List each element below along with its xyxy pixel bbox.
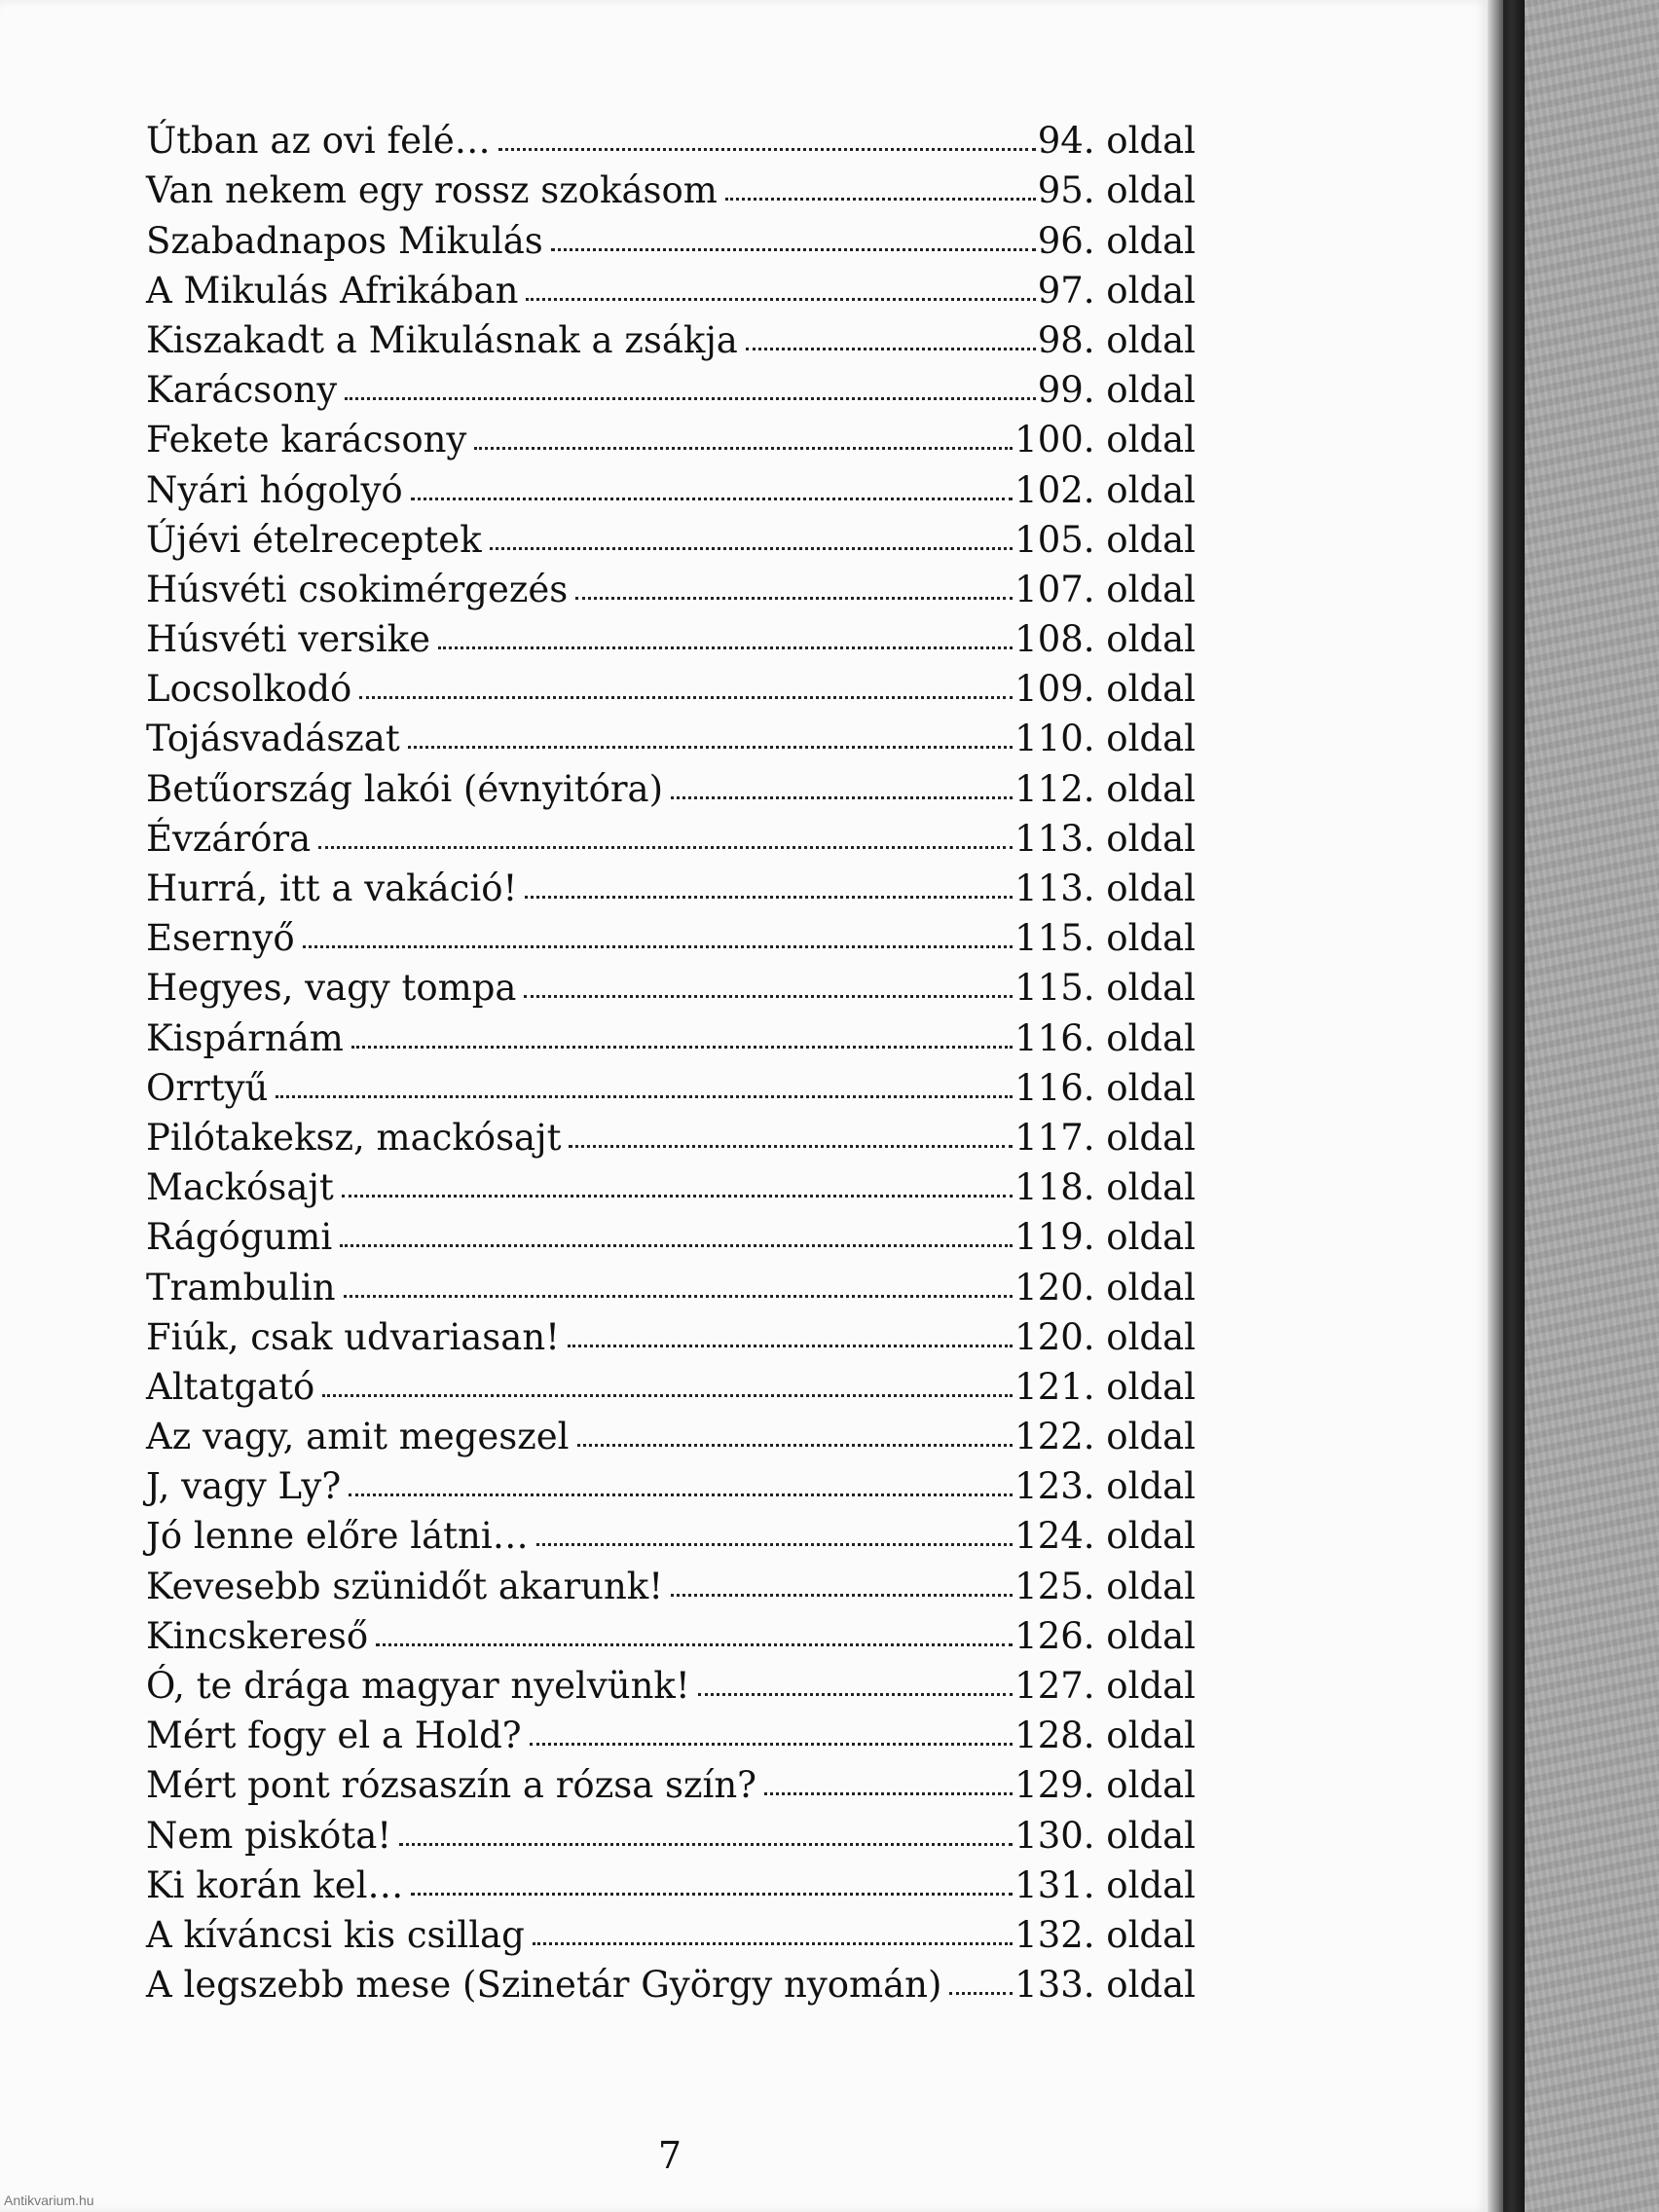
toc-entry-title: Kiszakadt a Mikulásnak a zsákja: [146, 318, 738, 361]
toc-entry: [146, 159, 1196, 212]
toc-entry-page: 122. oldal: [1014, 1416, 1196, 1458]
dot-leader: [490, 547, 1014, 550]
toc-entry-page: 105. oldal: [1014, 518, 1196, 561]
toc-entry-page: 99. oldal: [1037, 369, 1196, 412]
toc-entry-title: Évzáróra: [146, 817, 312, 860]
toc-entry: [146, 309, 1196, 361]
toc-entry-page: 116. oldal: [1014, 1066, 1196, 1109]
toc-entry: [146, 458, 1196, 511]
dot-leader: [671, 1594, 1013, 1597]
toc-entry-title: Újévi ételreceptek: [146, 518, 482, 561]
toc-entry-page: 132. oldal: [1014, 1913, 1196, 1956]
dot-leader: [530, 1743, 1014, 1746]
dot-leader: [340, 1244, 1013, 1247]
background-fabric: [1525, 0, 1659, 2212]
toc-entry-title: Pilótakeksz, mackósajt: [146, 1116, 562, 1159]
toc-entry-title: Szabadnapos Mikulás: [146, 219, 543, 262]
toc-entry-title: J, vagy Ly?: [146, 1465, 342, 1508]
page-edge: [1488, 0, 1503, 2212]
toc-entry: [146, 259, 1196, 312]
toc-entry-title: Karácsony: [146, 369, 338, 412]
toc-entry-page: 109. oldal: [1014, 668, 1196, 711]
toc-entry-title: Az vagy, amit megeszel: [146, 1416, 570, 1458]
toc-entry-title: Orrtyű: [146, 1066, 269, 1109]
dot-leader: [671, 796, 1013, 799]
toc-entry-title: Útban az ovi felé…: [146, 120, 491, 163]
toc-entry: [146, 508, 1196, 561]
toc-entry: [146, 1753, 1196, 1807]
toc-entry-title: Locsolkodó: [146, 668, 352, 711]
watermark: Antikvarium.hu: [4, 2193, 94, 2208]
toc-entry-title: Fiúk, csak udvariasan!: [146, 1315, 561, 1358]
toc-entry-title: Fekete karácsony: [146, 419, 467, 461]
toc-entry-page: 120. oldal: [1014, 1266, 1196, 1309]
toc-entry: [146, 1854, 1196, 1906]
toc-entry-title: Mért fogy el a Hold?: [146, 1714, 522, 1757]
toc-entry: [146, 906, 1196, 960]
toc-entry-title: Kevesebb szünidőt akarunk!: [146, 1565, 664, 1607]
toc-entry: [146, 1654, 1196, 1707]
toc-entry-page: 133. oldal: [1014, 1964, 1196, 2007]
toc-entry-title: Esernyő: [146, 917, 295, 960]
dot-leader: [526, 298, 1035, 301]
dot-leader: [322, 1394, 1013, 1397]
book-spine: [1503, 0, 1525, 2212]
toc-entry: [146, 1405, 1196, 1458]
toc-entry-title: Nem piskóta!: [146, 1814, 392, 1857]
toc-entry-page: 107. oldal: [1014, 568, 1196, 610]
toc-entry: [146, 1156, 1196, 1209]
toc-entry-title: A kíváncsi kis csillag: [146, 1913, 525, 1956]
dot-leader: [498, 148, 1036, 151]
dot-leader: [577, 1444, 1014, 1447]
toc-entry: [146, 109, 1196, 163]
toc-entry: [146, 408, 1196, 461]
toc-entry-title: Mackósajt: [146, 1166, 334, 1209]
dot-leader: [551, 248, 1036, 251]
toc-entry-page: 100. oldal: [1014, 419, 1196, 461]
toc-entry: [146, 756, 1196, 810]
toc-entry: [146, 558, 1196, 608]
toc-entry: [146, 1056, 1196, 1109]
toc-entry-title: Húsvéti versike: [146, 618, 430, 661]
toc-entry-title: Ó, te drága magyar nyelvünk!: [146, 1665, 690, 1707]
toc-entry: [146, 657, 1196, 711]
toc-entry-title: Kispárnám: [146, 1016, 344, 1059]
dot-leader: [568, 1345, 1013, 1347]
dot-leader: [746, 348, 1036, 350]
dot-leader: [376, 1643, 1013, 1646]
toc-entry: [146, 1803, 1196, 1857]
toc-entry-page: 102. oldal: [1014, 468, 1196, 511]
toc-entry-title: Tojásvadászat: [146, 718, 400, 760]
toc-entry-page: 128. oldal: [1014, 1714, 1196, 1757]
dot-leader: [524, 995, 1013, 998]
toc-entry-page: 108. oldal: [1014, 618, 1196, 661]
toc-entry-page: 131. oldal: [1014, 1863, 1196, 1906]
toc-entry-title: A legszebb mese (Szinetár György nyomán): [146, 1964, 942, 2007]
dot-leader: [575, 597, 1013, 600]
toc-entry-page: 98. oldal: [1037, 318, 1196, 361]
toc-entry-title: Kincskereső: [146, 1614, 369, 1657]
dot-leader: [351, 1046, 1013, 1049]
toc-entry: [146, 707, 1196, 760]
toc-entry-title: A Mikulás Afrikában: [146, 269, 519, 312]
table-of-contents: [146, 109, 1196, 2007]
dot-leader: [318, 846, 1013, 849]
dot-leader: [569, 1145, 1013, 1148]
toc-entry-title: Van nekem egy rossz szokásom: [146, 169, 718, 212]
toc-entry: [146, 1106, 1196, 1159]
toc-entry-title: Hurrá, itt a vakáció!: [146, 867, 518, 909]
toc-entry-title: Rágógumi: [146, 1216, 333, 1259]
toc-entry-page: 124. oldal: [1014, 1515, 1196, 1558]
dot-leader: [408, 746, 1013, 749]
dot-leader: [342, 1195, 1013, 1198]
toc-entry-page: 112. oldal: [1014, 767, 1196, 810]
dot-leader: [344, 1295, 1014, 1298]
toc-entry-page: 118. oldal: [1014, 1166, 1196, 1209]
toc-entry: [146, 1604, 1196, 1657]
toc-entry-title: Húsvéti csokimérgezés: [146, 568, 569, 610]
toc-entry-page: 113. oldal: [1014, 817, 1196, 860]
toc-entry-title: Ki korán kel…: [146, 1863, 404, 1906]
toc-entry-page: 115. oldal: [1014, 917, 1196, 960]
dot-leader: [411, 498, 1013, 500]
toc-entry-page: 117. oldal: [1014, 1116, 1196, 1159]
toc-entry-page: 94. oldal: [1037, 120, 1196, 163]
dot-leader: [698, 1693, 1013, 1696]
toc-entry-title: Nyári hógolyó: [146, 468, 403, 511]
toc-entry-page: 110. oldal: [1014, 718, 1196, 760]
dot-leader: [349, 1493, 1013, 1496]
dot-leader: [725, 198, 1036, 201]
toc-entry: [146, 1504, 1196, 1558]
toc-entry-page: 116. oldal: [1014, 1016, 1196, 1059]
toc-entry-title: Altatgató: [146, 1365, 315, 1408]
toc-entry: [146, 1306, 1196, 1358]
toc-entry-page: 95. oldal: [1037, 169, 1196, 212]
toc-entry-title: Hegyes, vagy tompa: [146, 967, 517, 1010]
toc-entry: [146, 1953, 1196, 2007]
dot-leader: [359, 696, 1013, 699]
toc-entry: [146, 807, 1196, 860]
toc-entry: [146, 208, 1196, 262]
toc-entry-title: Trambulin: [146, 1266, 336, 1309]
dot-leader: [438, 646, 1013, 649]
toc-entry-page: 97. oldal: [1037, 269, 1196, 312]
toc-entry: [146, 1903, 1196, 1956]
dot-leader: [411, 1893, 1013, 1896]
dot-leader: [474, 447, 1013, 450]
page-number: 7: [657, 2134, 682, 2177]
toc-entry: [146, 1554, 1196, 1607]
toc-entry-page: 119. oldal: [1014, 1216, 1196, 1259]
dot-leader: [533, 1942, 1013, 1945]
toc-entry-title: Jó lenne előre látni…: [146, 1515, 529, 1558]
toc-entry-page: 113. oldal: [1014, 867, 1196, 909]
toc-entry-page: 115. oldal: [1014, 967, 1196, 1010]
toc-entry-title: Betűország lakói (évnyitóra): [146, 767, 664, 810]
toc-entry-page: 96. oldal: [1037, 219, 1196, 262]
toc-entry: [146, 1255, 1196, 1309]
toc-entry-page: 126. oldal: [1014, 1614, 1196, 1657]
toc-entry: [146, 956, 1196, 1010]
toc-entry: [146, 1006, 1196, 1059]
dot-leader: [345, 397, 1036, 400]
toc-entry: [146, 1704, 1196, 1757]
toc-entry: [146, 1355, 1196, 1408]
dot-leader: [536, 1543, 1013, 1546]
dot-leader: [949, 1992, 1013, 1995]
toc-entry-title: Mért pont rózsaszín a rózsa szín?: [146, 1764, 756, 1807]
toc-entry-page: 127. oldal: [1014, 1665, 1196, 1707]
dot-leader: [764, 1792, 1013, 1795]
dot-leader: [399, 1843, 1013, 1846]
toc-entry-page: 120. oldal: [1014, 1315, 1196, 1358]
toc-entry-page: 125. oldal: [1014, 1565, 1196, 1607]
toc-entry-page: 121. oldal: [1014, 1365, 1196, 1408]
toc-entry-page: 129. oldal: [1014, 1764, 1196, 1807]
toc-entry: [146, 358, 1196, 412]
dot-leader: [525, 896, 1013, 899]
toc-entry: [146, 1205, 1196, 1259]
toc-entry: [146, 857, 1196, 909]
toc-entry-page: 123. oldal: [1014, 1465, 1196, 1508]
toc-entry-page: 130. oldal: [1014, 1814, 1196, 1857]
toc-entry: [146, 1455, 1196, 1508]
toc-entry: [146, 608, 1196, 661]
dot-leader: [276, 1095, 1013, 1098]
dot-leader: [303, 945, 1014, 948]
